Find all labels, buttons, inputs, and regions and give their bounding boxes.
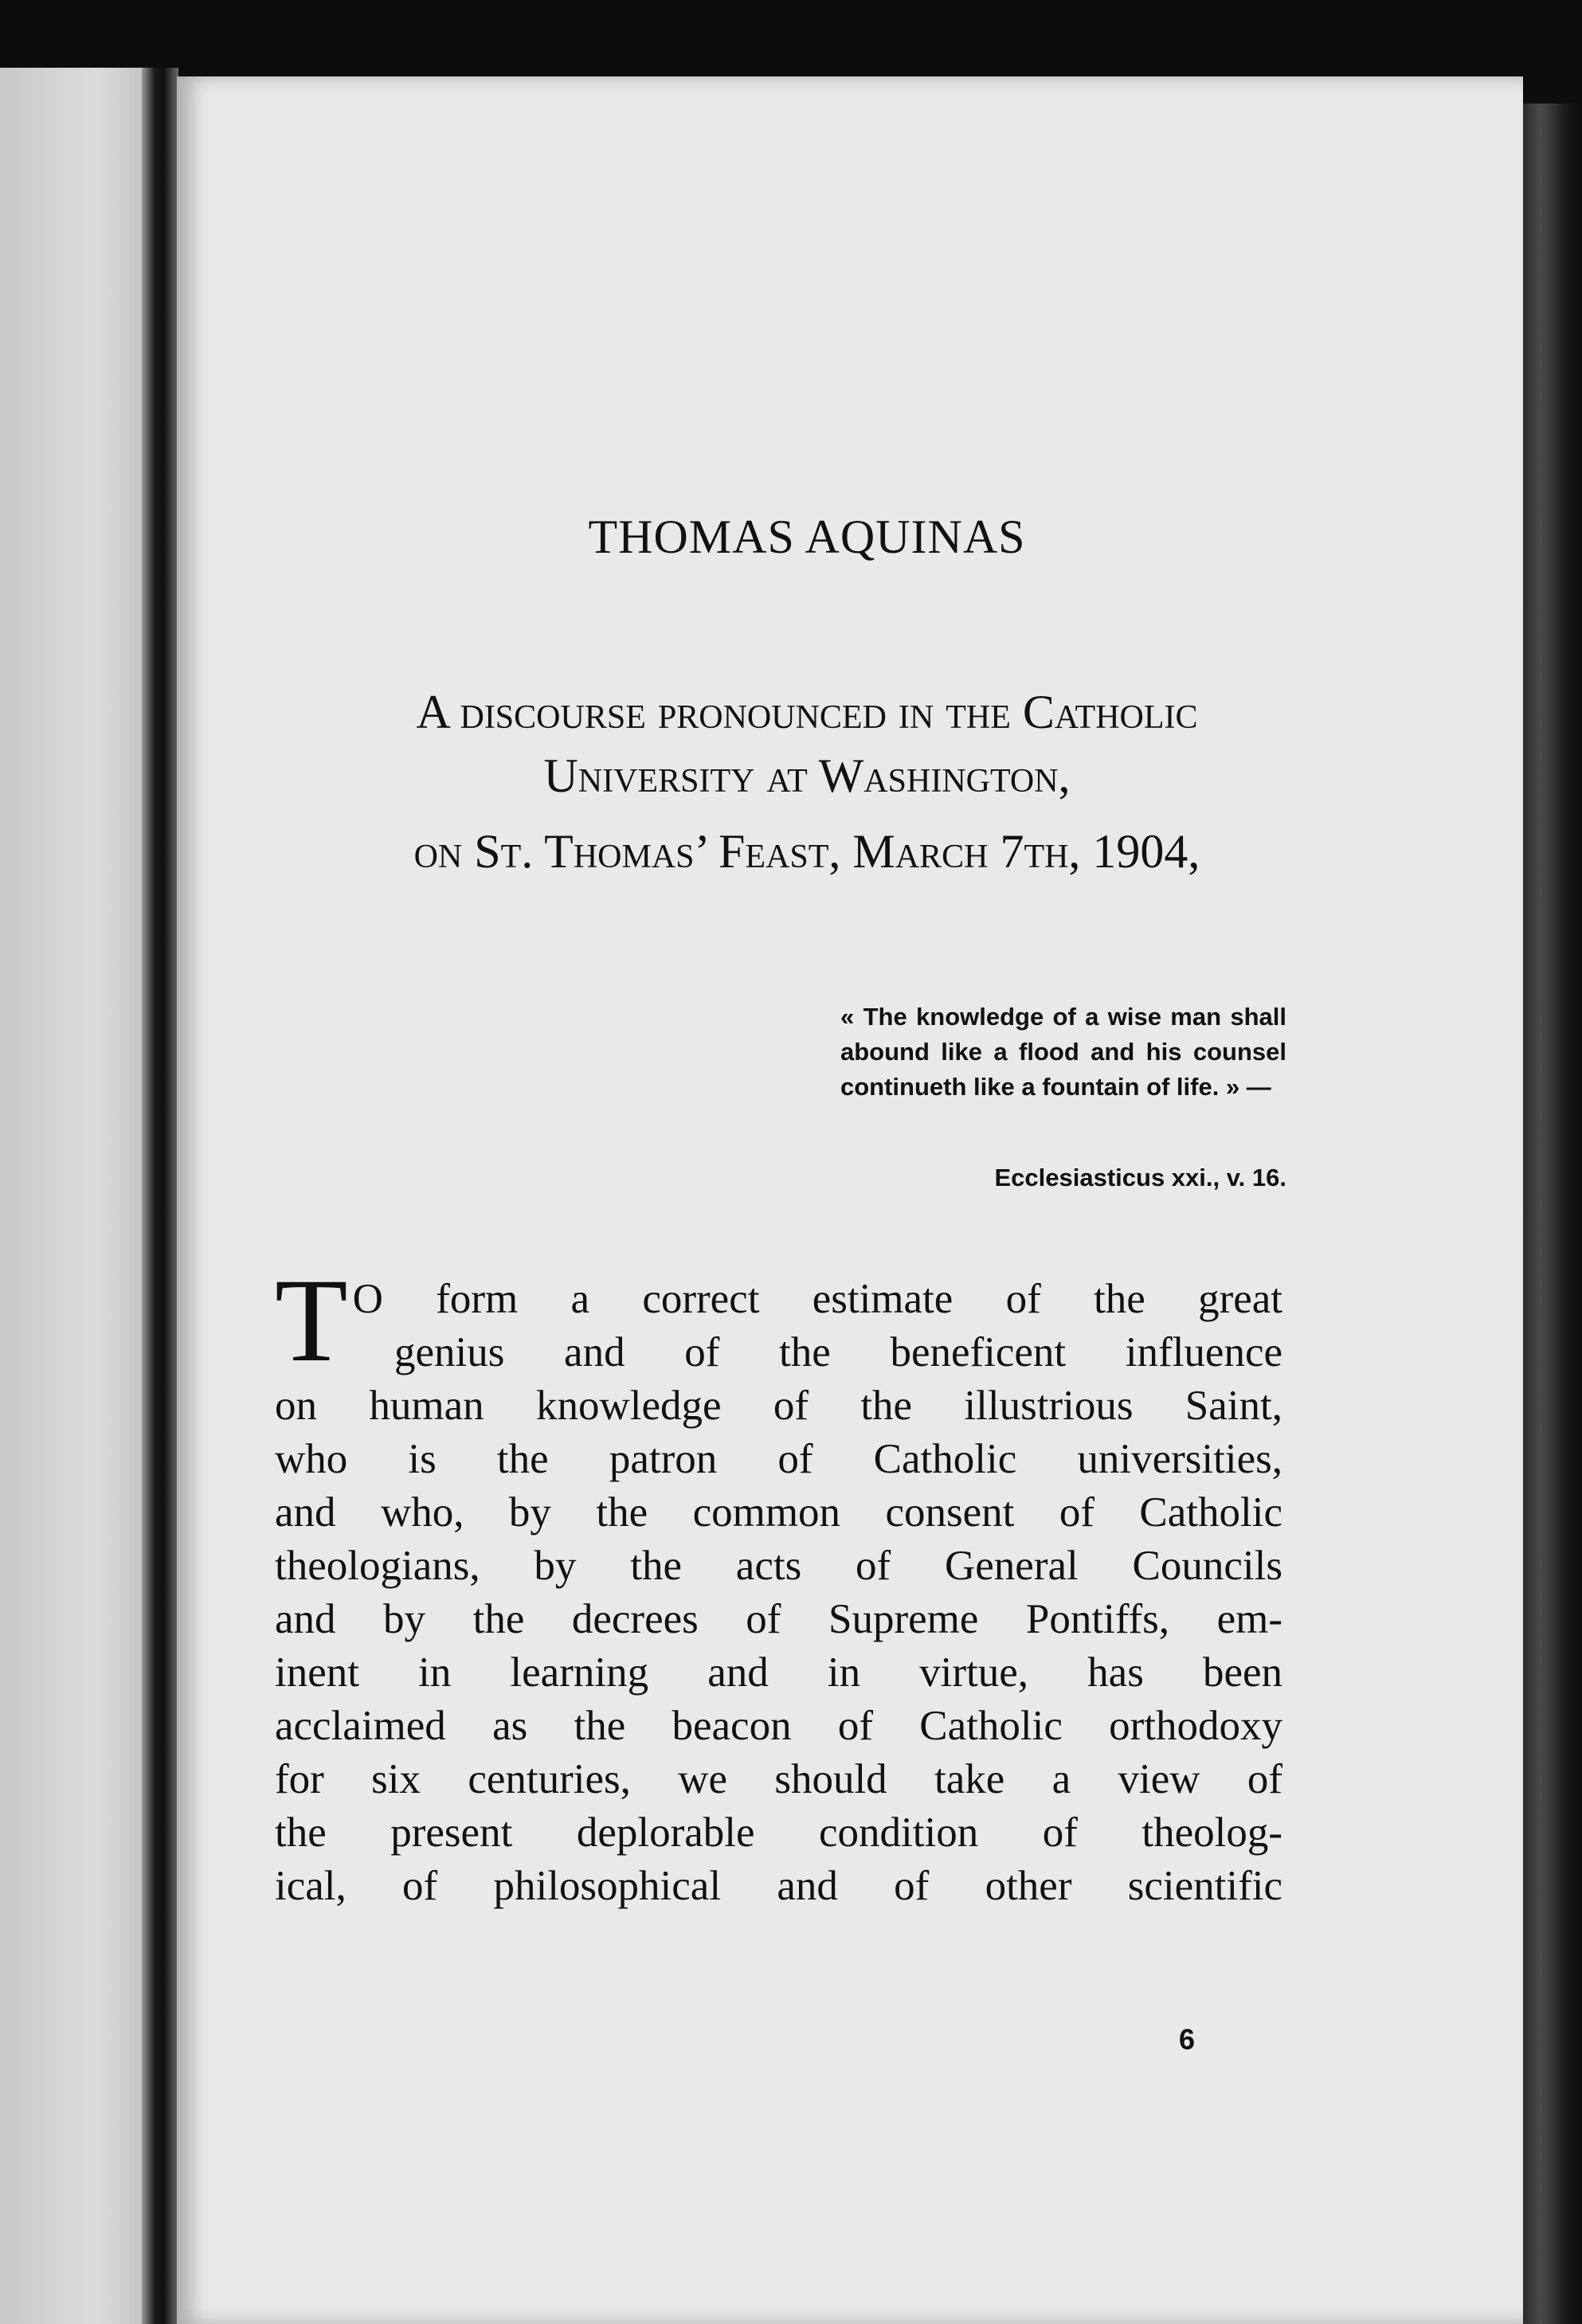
body-line: who is the patron of Catholic universities, bbox=[275, 1436, 1282, 1482]
subtitle-line-3: on St. Thomas’ Feast, March 7th, 1904, bbox=[413, 825, 1200, 878]
body-line: for six centuries, we should take a view of bbox=[275, 1756, 1282, 1802]
body-line: theologians, by the acts of General Councils bbox=[275, 1543, 1282, 1589]
body-paragraph bbox=[275, 1254, 1282, 1913]
epigraph-citation: Ecclesiasticus xxi., v. 16. bbox=[994, 1164, 1286, 1191]
body-line: and by the decrees of Supreme Pontiffs, em- bbox=[275, 1596, 1282, 1642]
body-line: on human knowledge of the illustrious Saint, bbox=[275, 1383, 1282, 1429]
facing-page-edge bbox=[0, 68, 159, 2324]
body-line: inent in learning and in virtue, has been bbox=[275, 1649, 1282, 1696]
body-line: and who, by the common consent of Catholic bbox=[275, 1489, 1282, 1536]
body-line: the present deplorable condition of theolog- bbox=[275, 1810, 1282, 1856]
document-title: THOMAS AQUINAS bbox=[588, 511, 1026, 563]
body-line: genius and of the beneficent influence bbox=[394, 1329, 1282, 1375]
book-gutter bbox=[142, 68, 178, 2324]
page-edge-shadow bbox=[1523, 104, 1582, 2324]
page-number: 6 bbox=[1179, 2023, 1196, 2056]
body-line: acclaimed as the beacon of Catholic orthodoxy bbox=[275, 1703, 1282, 1749]
body-line: ical, of philosophical and of other scientific bbox=[275, 1863, 1282, 1909]
body-line: O form a correct estimate of the great bbox=[352, 1276, 1282, 1322]
epigraph-text: « The knowledge of a wise man shall abound like a flood and his counsel continueth like a fountain of life. » — bbox=[840, 1003, 1286, 1101]
book-page bbox=[177, 76, 1523, 2324]
subtitle-line-2: University at Washington, bbox=[543, 749, 1071, 802]
subtitle-line-1: A discourse pronounced in the Catholic bbox=[416, 686, 1198, 738]
drop-cap: T bbox=[275, 1254, 348, 1387]
